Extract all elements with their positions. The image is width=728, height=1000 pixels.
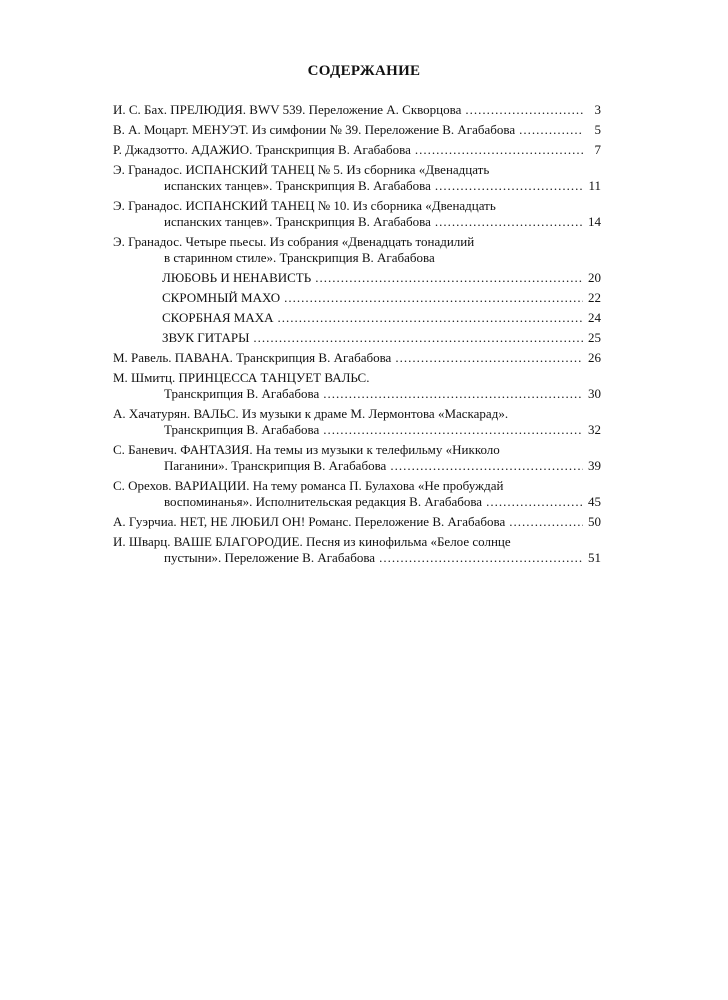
toc-line bbox=[113, 214, 601, 230]
toc-line bbox=[113, 102, 601, 118]
toc-entry-text: А. Гуэрчиа. НЕТ, НЕ ЛЮБИЛ ОН! Романс. Переложение В. Агабабова bbox=[113, 514, 506, 529]
page-number: 51 bbox=[588, 550, 601, 565]
toc-entry bbox=[113, 102, 601, 118]
page-number: 20 bbox=[588, 270, 601, 285]
toc-entry-text: С. Орехов. ВАРИАЦИИ. На тему романса П. Булахова «Не пробуждай bbox=[113, 478, 504, 493]
toc-subentry-title: СКОРБНАЯ МАХА bbox=[162, 310, 274, 325]
toc-entry-text: Транскрипция В. Агабабова bbox=[164, 422, 320, 437]
toc-entry-text: в старинном стиле». Транскрипция В. Агабабова bbox=[164, 250, 435, 265]
toc-entry bbox=[113, 370, 601, 402]
page-number: 5 bbox=[594, 122, 601, 137]
toc-entry bbox=[113, 350, 601, 366]
toc-entry-text: Э. Гранадос. ИСПАНСКИЙ ТАНЕЦ № 5. Из сборника «Двенадцать bbox=[113, 162, 490, 177]
toc-entry-text: Э. Гранадос. Четыре пьесы. Из собрания «Двенадцать тонадилий bbox=[113, 234, 475, 249]
toc-line bbox=[113, 162, 601, 178]
toc-line bbox=[113, 330, 601, 346]
page-number: 3 bbox=[594, 102, 601, 117]
page-number: 25 bbox=[588, 330, 601, 345]
toc-entry bbox=[113, 442, 601, 474]
toc-entry-text: М. Шмитц. ПРИНЦЕССА ТАНЦУЕТ ВАЛЬС. bbox=[113, 370, 370, 385]
toc-subentry bbox=[113, 290, 601, 306]
toc-entry-text: И. Шварц. ВАШЕ БЛАГОРОДИЕ. Песня из кинофильма «Белое солнце bbox=[113, 534, 511, 549]
toc-line bbox=[113, 310, 601, 326]
toc-line bbox=[113, 550, 601, 566]
toc-entry-text: Паганини». Транскрипция В. Агабабова bbox=[164, 458, 387, 473]
page-number: 32 bbox=[588, 422, 601, 437]
dot-leader bbox=[390, 458, 583, 474]
dot-leader bbox=[323, 422, 583, 438]
toc-subentry bbox=[113, 270, 601, 286]
toc-subentry-title: ЗВУК ГИТАРЫ bbox=[162, 330, 250, 345]
toc-entry bbox=[113, 122, 601, 138]
page-number: 14 bbox=[588, 214, 601, 229]
toc-entry-text: А. Хачатурян. ВАЛЬС. Из музыки к драме М. Лермонтова «Маскарад». bbox=[113, 406, 509, 421]
page-number: 39 bbox=[588, 458, 601, 473]
toc-line bbox=[113, 386, 601, 402]
page-number: 11 bbox=[588, 178, 601, 193]
toc-line bbox=[113, 122, 601, 138]
dot-leader bbox=[486, 494, 583, 510]
page-number: 30 bbox=[588, 386, 601, 401]
dot-leader bbox=[509, 514, 583, 530]
dot-leader bbox=[435, 214, 583, 230]
toc-line bbox=[113, 534, 601, 550]
toc-line bbox=[113, 406, 601, 422]
toc-entry bbox=[113, 478, 601, 510]
dot-leader bbox=[284, 290, 583, 306]
toc-entry-text: С. Баневич. ФАНТАЗИЯ. На темы из музыки к телефильму «Никколо bbox=[113, 442, 500, 457]
dot-leader bbox=[395, 350, 583, 366]
toc-subentry-title: ЛЮБОВЬ И НЕНАВИСТЬ bbox=[162, 270, 312, 285]
toc-line bbox=[113, 458, 601, 474]
toc-entry-text: пустыни». Переложение В. Агабабова bbox=[164, 550, 376, 565]
toc-entry-text: испанских танцев». Транскрипция В. Агабабова bbox=[164, 214, 431, 229]
toc-entry-text: Транскрипция В. Агабабова bbox=[164, 386, 320, 401]
toc-entry bbox=[113, 198, 601, 230]
toc-entry-text: Э. Гранадос. ИСПАНСКИЙ ТАНЕЦ № 10. Из сборника «Двенадцать bbox=[113, 198, 496, 213]
toc-line bbox=[113, 290, 601, 306]
toc-line bbox=[113, 198, 601, 214]
toc-entry-text: воспоминанья». Исполнительская редакция В. Агабабова bbox=[164, 494, 483, 509]
toc-line bbox=[113, 270, 601, 286]
toc-line bbox=[113, 442, 601, 458]
toc-line bbox=[113, 350, 601, 366]
page-number: 50 bbox=[588, 514, 601, 529]
toc-line bbox=[113, 514, 601, 530]
toc-entry-text: В. А. Моцарт. МЕНУЭТ. Из симфонии № 39. Переложение В. Агабабова bbox=[113, 122, 516, 137]
toc-subentry bbox=[113, 330, 601, 346]
toc-entry-text: испанских танцев». Транскрипция В. Агабабова bbox=[164, 178, 431, 193]
dot-leader bbox=[415, 142, 583, 158]
table-of-contents bbox=[113, 102, 601, 570]
dot-leader bbox=[315, 270, 583, 286]
page-number: 24 bbox=[588, 310, 601, 325]
toc-line bbox=[113, 178, 601, 194]
toc-line bbox=[113, 250, 601, 266]
toc-line bbox=[113, 478, 601, 494]
dot-leader bbox=[465, 102, 583, 118]
toc-entry bbox=[113, 142, 601, 158]
toc-line bbox=[113, 422, 601, 438]
page-number: 26 bbox=[588, 350, 601, 365]
dot-leader bbox=[379, 550, 583, 566]
page-number: 22 bbox=[588, 290, 601, 305]
toc-subentry bbox=[113, 310, 601, 326]
toc-line bbox=[113, 494, 601, 510]
toc-line bbox=[113, 370, 601, 386]
page-number: 7 bbox=[594, 142, 601, 157]
toc-entry bbox=[113, 534, 601, 566]
dot-leader bbox=[253, 330, 583, 346]
page-number: 45 bbox=[588, 494, 601, 509]
toc-line bbox=[113, 234, 601, 250]
dot-leader bbox=[435, 178, 583, 194]
toc-entry bbox=[113, 162, 601, 194]
dot-leader bbox=[519, 122, 583, 138]
page-title: СОДЕРЖАНИЕ bbox=[307, 63, 421, 79]
toc-entry bbox=[113, 234, 601, 266]
toc-entry-text: М. Равель. ПАВАНА. Транскрипция В. Агабабова bbox=[113, 350, 392, 365]
toc-subentry-title: СКРОМНЫЙ МАХО bbox=[162, 290, 281, 305]
dot-leader bbox=[278, 310, 583, 326]
toc-line bbox=[113, 142, 601, 158]
toc-entry-text: Р. Джадзотто. АДАЖИО. Транскрипция В. Агабабова bbox=[113, 142, 411, 157]
toc-entry bbox=[113, 406, 601, 438]
dot-leader bbox=[323, 386, 583, 402]
toc-entry-text: И. С. Бах. ПРЕЛЮДИЯ. BWV 539. Переложение А. Скворцова bbox=[113, 102, 462, 117]
toc-entry bbox=[113, 514, 601, 530]
